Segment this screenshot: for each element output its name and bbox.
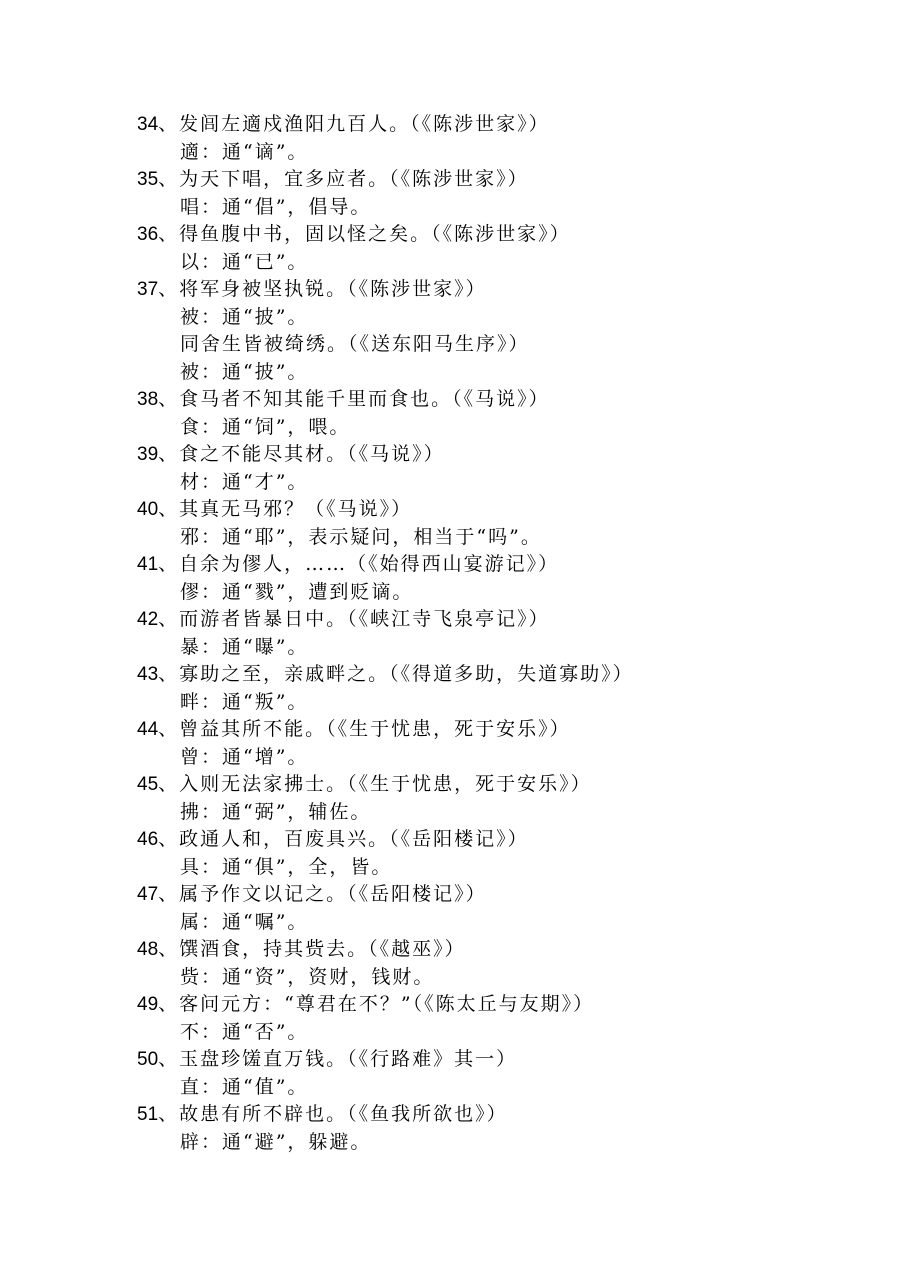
entry-number: 45	[137, 774, 159, 795]
entry-sentence: 食之不能尽其材。（《马说》）	[179, 443, 445, 465]
entry-number: 42	[137, 609, 159, 630]
entry-number: 41	[137, 554, 159, 575]
entry-note: 畔：通“叛”。	[180, 690, 309, 713]
entry-separator: 、	[158, 388, 180, 410]
entry-sentence: 而游者皆暴日中。（《峡江寺飞泉亭记》）	[179, 608, 550, 630]
entry-number: 48	[137, 939, 159, 960]
entry-line	[137, 1046, 877, 1074]
entry-separator: 、	[158, 443, 180, 465]
entry-separator: 、	[158, 938, 180, 960]
entry-note: 邪：通“耶”，表示疑问，相当于“吗”。	[180, 525, 542, 548]
entry-note: 材：通“才”。	[180, 470, 309, 493]
entry-separator: 、	[158, 608, 180, 630]
entry-note: 食：通“饲”，喂。	[180, 415, 351, 438]
entry-separator: 、	[158, 168, 180, 190]
entry-separator: 、	[158, 773, 180, 795]
entry-line	[137, 881, 877, 909]
entry-sentence: 自余为僇人，……（《始得西山宴游记》）	[179, 553, 560, 575]
entry-separator: 、	[158, 663, 180, 685]
entry-sentence: 得鱼腹中书，固以怪之矣。（《陈涉世家》）	[179, 223, 571, 245]
entry-line	[137, 386, 877, 414]
entry-sentence: 发闾左適戍渔阳九百人。（《陈涉世家》）	[179, 113, 550, 135]
entry-line	[137, 991, 877, 1019]
entry-note: 直：通“值”。	[180, 1075, 309, 1098]
entry-note: 辟：通“避”，躲避。	[180, 1130, 372, 1153]
entry-line	[137, 551, 877, 579]
entry-note: 不：通“否”。	[180, 1020, 309, 1043]
entry-note: 以：通“已”。	[180, 250, 309, 273]
entry-line	[137, 111, 877, 139]
entry-separator: 、	[158, 993, 180, 1015]
entry-separator: 、	[158, 223, 180, 245]
entry-separator: 、	[158, 718, 180, 740]
entry-separator: 、	[158, 883, 180, 905]
entry-sentence: 寡助之至，亲戚畔之。（《得道多助，失道寡助》）	[179, 663, 634, 685]
entry-line	[137, 496, 877, 524]
entry-sentence: 其真无马邪？（《马说》）	[179, 498, 413, 520]
entry-number: 39	[137, 444, 159, 465]
entry-line	[137, 606, 877, 634]
entry-line	[137, 166, 877, 194]
entry-sentence: 属予作文以记之。（《岳阳楼记》）	[179, 883, 487, 905]
entry-line	[137, 936, 877, 964]
entry-sentence: 曾益其所不能。（《生于忧患，死于安乐》）	[179, 718, 571, 740]
entry-separator: 、	[158, 1048, 180, 1070]
entry-sentence: 食马者不知其能千里而食也。（《马说》）	[179, 388, 550, 410]
entry-sentence: 入则无法家拂士。（《生于忧患，死于安乐》）	[179, 773, 592, 795]
entry-note: 曾：通“增”。	[180, 745, 309, 768]
entry-sentence: 为天下唱，宜多应者。（《陈涉世家》）	[179, 168, 529, 190]
entry-separator: 、	[158, 553, 180, 575]
entry-line	[137, 661, 877, 689]
entry-note: 適：通“谪”。	[180, 140, 309, 163]
entry-list	[137, 111, 877, 1156]
entry-number: 43	[137, 664, 159, 685]
entry-note: 具：通“俱”，全，皆。	[180, 855, 393, 878]
entry-number: 34	[137, 114, 159, 135]
entry-note: 唱：通“倡”，倡导。	[180, 195, 372, 218]
entry-note: 暴：通“曝”。	[180, 635, 309, 658]
entry-separator: 、	[158, 278, 180, 300]
entry-number: 49	[137, 994, 159, 1015]
entry-line	[137, 1101, 877, 1129]
entry-note: 同舍生皆被绮绣。（《送东阳马生序》）	[180, 333, 530, 355]
entry-note: 被：通“披”。	[180, 305, 309, 328]
entry-sentence: 玉盘珍馐直万钱。（《行路难》其一）	[179, 1048, 518, 1070]
entry-sentence: 客问元方：“尊君在不？”（《陈太丘与友期》）	[179, 993, 595, 1015]
entry-line	[137, 826, 877, 854]
entry-separator: 、	[158, 828, 180, 850]
entry-number: 40	[137, 499, 159, 520]
entry-line	[137, 441, 877, 469]
entry-note: 赀：通“资”，资财，钱财。	[180, 965, 435, 988]
entry-note: 属：通“嘱”。	[180, 910, 309, 933]
entry-number: 47	[137, 884, 159, 905]
entry-line	[137, 771, 877, 799]
entry-note: 拂：通“弼”，辅佐。	[180, 800, 372, 823]
entry-number: 35	[137, 169, 159, 190]
entry-number: 37	[137, 279, 159, 300]
entry-number: 44	[137, 719, 159, 740]
entry-separator: 、	[158, 498, 180, 520]
entry-separator: 、	[158, 113, 180, 135]
entry-line	[137, 221, 877, 249]
entry-sentence: 将军身被坚执锐。（《陈涉世家》）	[179, 278, 487, 300]
entry-number: 51	[137, 1104, 159, 1125]
entry-note: 僇：通“戮”，遭到贬谪。	[180, 580, 414, 603]
entry-sentence: 馔酒食，持其赀去。（《越巫》）	[179, 938, 466, 960]
entry-line	[137, 716, 877, 744]
entry-separator: 、	[158, 1103, 180, 1125]
entry-line	[137, 276, 877, 304]
entry-sentence: 政通人和，百废具兴。（《岳阳楼记》）	[179, 828, 529, 850]
entry-number: 50	[137, 1049, 159, 1070]
entry-note: 被：通“披”。	[180, 360, 309, 383]
entry-number: 46	[137, 829, 159, 850]
entry-number: 36	[137, 224, 159, 245]
entry-number: 38	[137, 389, 159, 410]
entry-sentence: 故患有所不辟也。（《鱼我所欲也》）	[179, 1103, 508, 1125]
